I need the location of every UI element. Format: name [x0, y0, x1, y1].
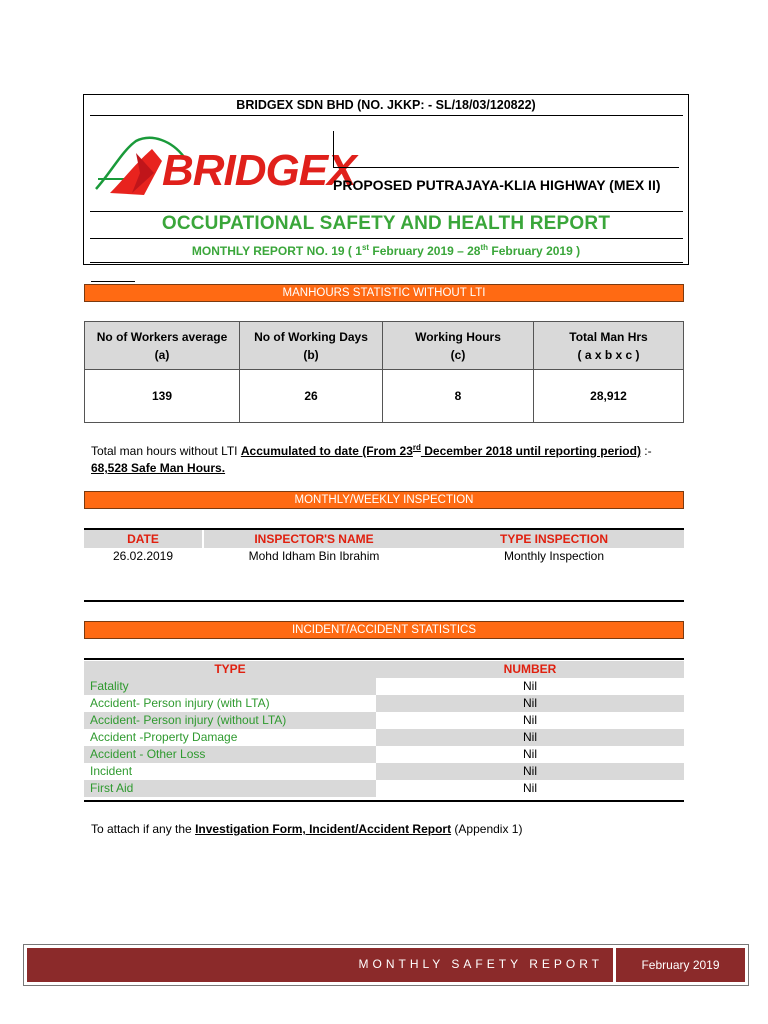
- incident-type: Accident- Person injury (without LTA): [90, 713, 287, 727]
- header-type: TYPE: [214, 662, 246, 676]
- header-type-inspection: TYPE INSPECTION: [499, 532, 609, 546]
- attachment-note: To attach if any the Investigation Form, Incident/Accident Report (Appendix 1): [91, 822, 523, 836]
- table-row: [84, 780, 684, 797]
- divider: [90, 115, 683, 116]
- manhours-section-bar: MANHOURS STATISTIC WITHOUT LTI: [84, 284, 684, 302]
- monthly-report-number: MONTHLY REPORT NO. 19 ( 1st February 2019 – 28th February 2019 ): [191, 243, 581, 258]
- value-working-hours: 8: [383, 370, 534, 423]
- footer-title-panel: [27, 948, 613, 982]
- company-name: BRIDGEX SDN BHD (NO. JKKP: - SL/18/03/120822): [236, 98, 536, 112]
- table-row: [84, 746, 684, 763]
- divider: [84, 600, 684, 602]
- incident-number: Nil: [523, 679, 537, 693]
- incident-type: First Aid: [90, 781, 134, 795]
- report-title: OCCUPATIONAL SAFETY AND HEALTH REPORT: [161, 213, 611, 234]
- incident-type: Accident - Other Loss: [90, 747, 206, 761]
- incident-type: Fatality: [90, 679, 129, 693]
- divider: [91, 281, 135, 282]
- incident-number: Nil: [523, 730, 537, 744]
- header-working-hours: Working Hours (c): [383, 322, 534, 370]
- bridgex-logo: [92, 131, 356, 203]
- incident-number: Nil: [523, 781, 537, 795]
- incident-number: Nil: [523, 747, 537, 761]
- table-row: [84, 678, 684, 695]
- divider: [90, 238, 683, 239]
- header-working-days: No of Working Days (b): [240, 322, 383, 370]
- incident-type: Accident -Property Damage: [90, 730, 238, 744]
- incident-section-bar: INCIDENT/ACCIDENT STATISTICS: [84, 621, 684, 639]
- report-header: [83, 94, 689, 265]
- header-workers: No of Workers average (a): [85, 322, 240, 370]
- divider: [90, 262, 683, 263]
- table-row: [84, 712, 684, 729]
- incident-number: Nil: [523, 696, 537, 710]
- manhours-table: [84, 321, 684, 423]
- incident-number: Nil: [523, 764, 537, 778]
- header-total-man-hrs: Total Man Hrs ( a x b x c ): [534, 322, 684, 370]
- inspection-type: Monthly Inspection: [503, 549, 605, 563]
- divider: [84, 800, 684, 802]
- table-row: [84, 695, 684, 712]
- divider: [90, 211, 683, 212]
- value-workers: 139: [85, 370, 240, 423]
- header-date: DATE: [127, 532, 159, 546]
- footer-title: MONTHLY SAFETY REPORT: [358, 957, 603, 971]
- incident-type: Incident: [90, 764, 133, 778]
- incident-type: Accident- Person injury (with LTA): [90, 696, 270, 710]
- investigation-form-link: Investigation Form, Incident/Accident Report: [195, 822, 452, 836]
- project-label-bracket: [333, 131, 679, 168]
- incident-header-row: [84, 661, 684, 678]
- footer-date: February 2019: [616, 948, 745, 982]
- project-name: PROPOSED PUTRAJAYA-KLIA HIGHWAY (MEX II): [333, 177, 661, 193]
- inspection-date: 26.02.2019: [112, 549, 174, 563]
- inspection-header-row: [84, 530, 684, 548]
- table-row: [84, 729, 684, 746]
- value-total-man-hrs: 28,912: [534, 370, 684, 423]
- total-man-hours-text: Total man hours without LTI Accumulated to date (From 23rd December 2018 until reporting period) :- 68,528 Safe Man Hours.: [91, 443, 652, 475]
- header-inspector-name: INSPECTOR'S NAME: [254, 532, 374, 546]
- safe-man-hours-value: 68,528 Safe Man Hours.: [91, 461, 226, 475]
- divider: [84, 658, 684, 660]
- svg-text:BRIDGEX: BRIDGEX: [162, 146, 356, 195]
- inspection-section-bar: MONTHLY/WEEKLY INSPECTION: [84, 491, 684, 509]
- table-row: [84, 763, 684, 780]
- value-working-days: 26: [240, 370, 383, 423]
- page-footer: [23, 944, 749, 986]
- header-number: NUMBER: [503, 662, 557, 676]
- inspector-name: Mohd Idham Bin Ibrahim: [248, 549, 380, 563]
- incident-number: Nil: [523, 713, 537, 727]
